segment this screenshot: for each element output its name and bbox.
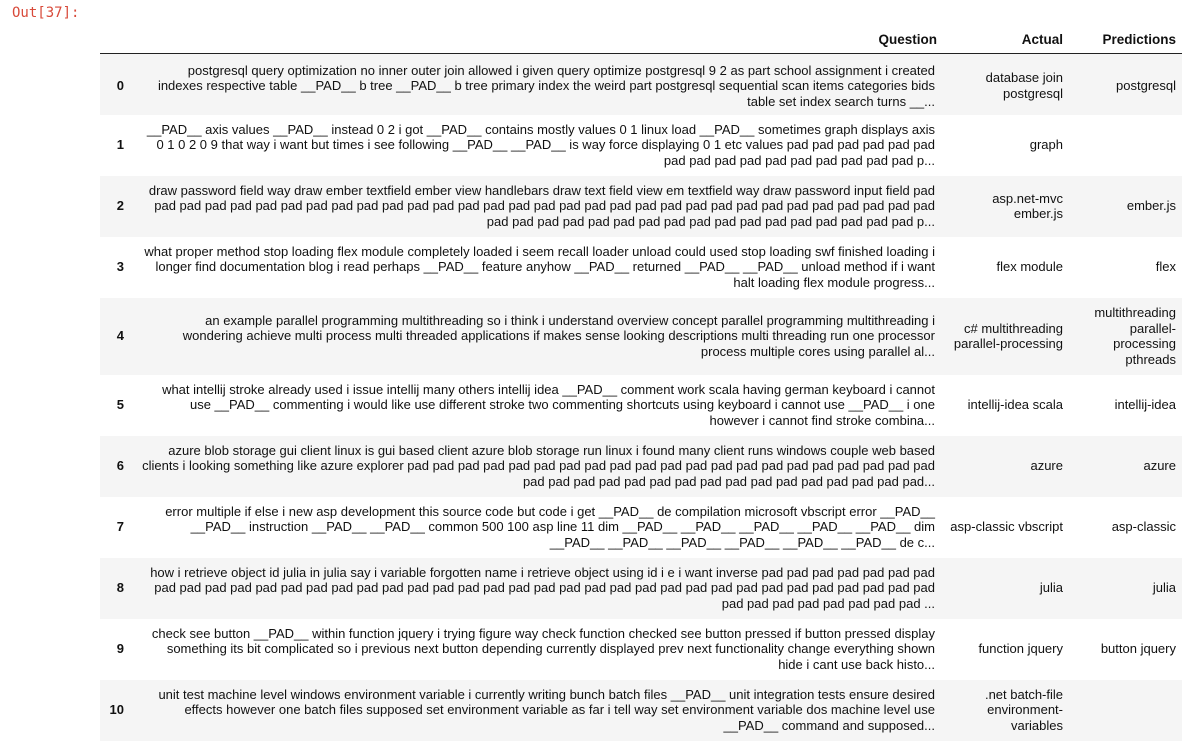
table-row — [100, 375, 1182, 436]
actual-cell: .net batch-file environment-variables — [984, 686, 1063, 733]
table-row — [100, 54, 1182, 115]
actual-cell: c# multithreading parallel-processing — [953, 320, 1063, 351]
row-index: 8 — [116, 580, 124, 596]
table-row — [100, 619, 1182, 680]
question-cell: unit test machine level windows environment variable i currently writing bunch batch files __PAD__ unit integration tests ensure desired effects however one batch files supposed set environment variable as far i tell way set environment variable dos machine level use __PAD__ command and supposed... — [158, 686, 935, 733]
prediction-cell: intellij-idea — [1114, 397, 1176, 413]
question-cell: azure blob storage gui client linux is gui based client azure blob storage run linux i found many client runs windows couple web based clients i looking something like azure explorer pad pad pad pad pad pad pad pad pad pad pad pad pad pad pad pad pad pad pad pad pad pad pad pad pad pad pad pad pad pad pad pad pad pad pad pad pad... — [142, 442, 935, 489]
question-cell: an example parallel programming multithreading so i think i understand overview concept parallel programming multithreading i wondering achieve multi process multi threaded applications if makes sense looking descriptions multi threading run one processor process multiple cores using parallel al... — [182, 312, 935, 359]
table-row — [100, 176, 1182, 237]
header-actual: Actual — [943, 18, 1069, 54]
actual-cell: database join postgresql — [985, 70, 1063, 101]
dataframe-table — [100, 18, 1182, 741]
header-predictions: Predictions — [1069, 18, 1182, 54]
table-row — [100, 237, 1182, 298]
question-cell: postgresql query optimization no inner outer join allowed i given query optimize postgresql 9 2 as part school assignment i created indexes respective table __PAD__ b tree __PAD__ b tree primary index the weird part postgresql sequential scan items categories bids table set index search turns __... — [157, 62, 935, 109]
prediction-cell: asp-classic — [1111, 519, 1176, 535]
prediction-cell — [1069, 680, 1182, 741]
row-index: 1 — [116, 137, 124, 153]
actual-cell: asp-classic vbscript — [950, 519, 1063, 535]
header-question: Question — [136, 18, 943, 54]
header-row — [100, 18, 1182, 54]
prediction-cell: button jquery — [1100, 641, 1176, 657]
actual-cell: azure — [1030, 458, 1063, 474]
table-row — [100, 115, 1182, 176]
actual-cell: intellij-idea scala — [967, 397, 1063, 413]
question-cell: check see button __PAD__ within function jquery i trying figure way check function checked see button pressed if button pressed display something its bit complicated so i previous next button depending currently displayed prev next functionality change everything shown hide i cant use back histo... — [151, 625, 935, 672]
table-row — [100, 497, 1182, 558]
header-index — [100, 18, 136, 54]
prediction-cell: multithreading parallel-processing pthreads — [1094, 305, 1176, 367]
table-row — [100, 298, 1182, 375]
question-cell: __PAD__ axis values __PAD__ instead 0 2 i got __PAD__ contains mostly values 0 1 linux load __PAD__ sometimes graph displays axis 0 1 0 2 0 9 that way i want but times i see following __PAD__ __PAD__ is way force displaying 0 1 etc values pad pad pad pad pad pad pad pad pad pad pad pad pad pad pad pad p... — [146, 121, 935, 168]
prediction-cell: flex — [1155, 259, 1176, 275]
table-row — [100, 680, 1182, 741]
row-index: 7 — [116, 519, 124, 535]
question-cell: what intellij stroke already used i issue intellij many others intellij idea __PAD__ comment work scala having german keyboard i cannot use __PAD__ commenting i would like use different stroke two commenting shortcuts using keyboard i cannot use __PAD__ i one however i cannot find stroke combina... — [162, 381, 935, 428]
row-index: 2 — [116, 198, 124, 214]
row-index: 0 — [116, 78, 124, 93]
row-index: 4 — [116, 328, 124, 344]
actual-cell: asp.net-mvc ember.js — [992, 190, 1063, 221]
question-cell: what proper method stop loading flex module completely loaded i seem recall loader unload could used stop loading swf finished loading i longer find documentation blog i read perhaps __PAD__ feature anyhow __PAD__ returned __PAD__ __PAD__ unload method if i want halt loading flex module progress... — [144, 243, 935, 290]
actual-cell: julia — [1039, 580, 1063, 596]
prediction-cell: ember.js — [1126, 198, 1176, 214]
actual-cell: graph — [1029, 137, 1063, 153]
row-index: 3 — [116, 259, 124, 275]
prediction-cell — [1069, 115, 1182, 176]
actual-cell: flex module — [996, 259, 1063, 275]
actual-cell: function jquery — [978, 641, 1063, 657]
dataframe-output — [100, 18, 1182, 741]
prediction-cell: julia — [1152, 580, 1176, 596]
row-index: 6 — [116, 458, 124, 474]
row-index: 9 — [116, 641, 124, 657]
table-row — [100, 558, 1182, 619]
question-cell: error multiple if else i new asp development this source code but code i get __PAD__ de compilation microsoft vbscript error __PAD__ __PAD__ instruction __PAD__ __PAD__ common 500 100 asp line 11 dim __PAD__ __PAD__ __PAD__ __PAD__ __PAD__ dim __PAD__ __PAD__ __PAD__ __PAD__ __PAD__ __PAD__ de c... — [165, 503, 935, 550]
question-cell: how i retrieve object id julia in julia say i variable forgotten name i retrieve object using id i e i want inverse pad pad pad pad pad pad pad pad pad pad pad pad pad pad pad pad pad pad pad pad pad pad pad pad pad pad pad pad pad pad pad pad pad pad pad pad pad pad pad pad pad pad pad pad pad pad ... — [150, 564, 935, 611]
table-row — [100, 436, 1182, 497]
row-index: 5 — [116, 397, 124, 413]
prediction-cell: azure — [1143, 458, 1176, 474]
prediction-cell: postgresql — [1116, 78, 1176, 93]
row-index: 10 — [109, 702, 124, 718]
question-cell: draw password field way draw ember textfield ember view handlebars draw text field view em textfield way draw password input field pad pad pad pad pad pad pad pad pad pad pad pad pad pad pad pad pad pad pad pad pad pad pad pad pad pad pad pad pad pad pad pad pad pad pad pad pad pad pad pad pad pad pad pad pad pad pad pad pad p... — [148, 182, 935, 229]
output-prompt: Out[37]: — [12, 5, 80, 21]
